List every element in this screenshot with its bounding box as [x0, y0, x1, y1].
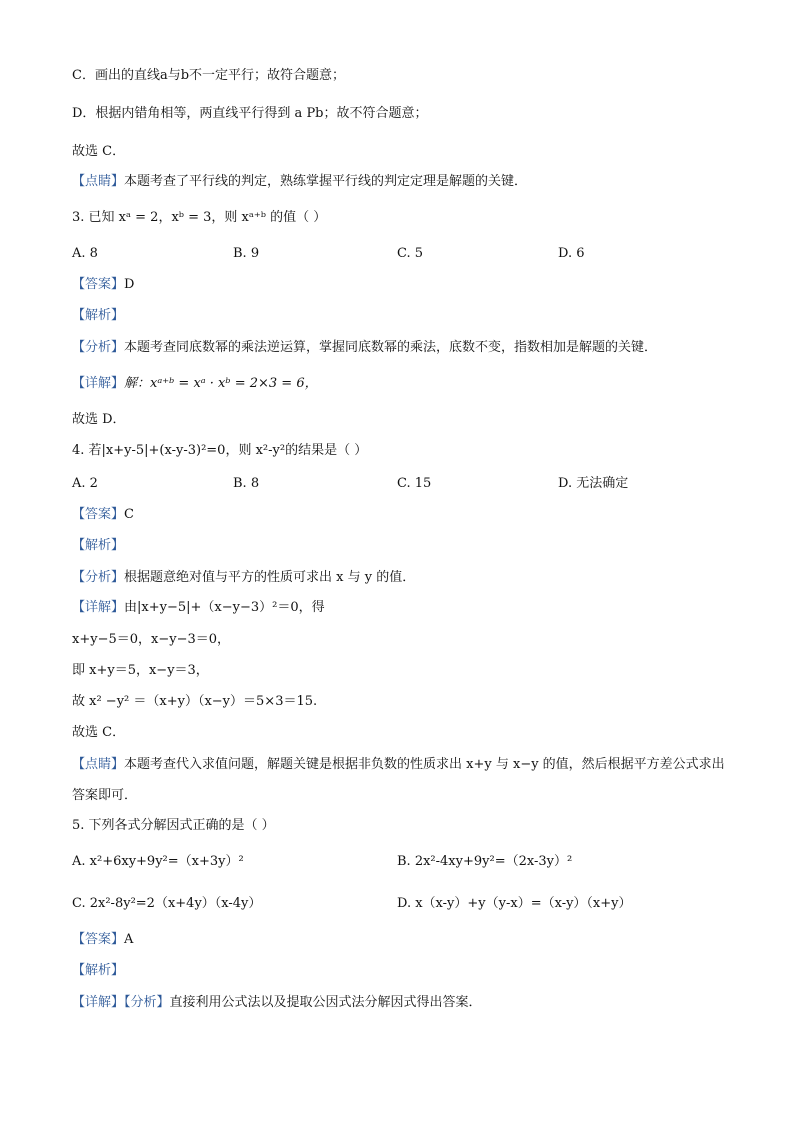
detail-text: 由|x+y−5|+（x−y−3）²＝0，得 — [124, 600, 325, 615]
q5-option-c: C. 2x²-8y²=2（x+4y）（x-4y） — [72, 896, 262, 911]
text-line: 故选 C． — [72, 144, 126, 159]
answer-line — [72, 505, 134, 525]
analysis-text: 根据题意绝对值与平方的性质可求出 x 与 y 的值． — [124, 570, 416, 585]
detail-text: 直接利用公式法以及提取公因式法分解因式得出答案． — [169, 995, 482, 1010]
q4-option-c: C. 15 — [397, 476, 432, 491]
analysis-tag: 【分析】 — [72, 340, 125, 355]
answer-value: D — [124, 277, 135, 292]
comment-tag: 【点睛】 — [72, 757, 125, 772]
detail-tag: 【详解】 — [72, 600, 125, 615]
q5-option-a: A. x²+6xy+9y²=（x+3y）² — [72, 854, 244, 869]
math-line: 即 x+y＝5，x−y＝3， — [72, 663, 209, 678]
text-line: D．根据内错角相等，两直线平行得到 a Pb；故不符合题意； — [72, 106, 428, 121]
answer-tag: 【答案】 — [72, 507, 125, 522]
detail-line — [72, 598, 325, 618]
question-5: 5. 下列各式分解因式正确的是（ ） — [72, 818, 275, 833]
question-4: 4. 若|x+y-5|+(x-y-3)²=0，则 x²-y²的结果是（ ） — [72, 443, 368, 458]
question-3: 3. 已知 xᵃ = 2，xᵇ = 3，则 xᵃ⁺ᵇ 的值（ ） — [72, 210, 327, 225]
text-line: 故选 D． — [72, 412, 126, 427]
analysis-tag: 【分析】 — [72, 570, 125, 585]
detail-tag: 【详解】【分析】 — [72, 995, 170, 1010]
q4-option-b: B. 8 — [233, 476, 260, 491]
answer-tag: 【答案】 — [72, 277, 125, 292]
comment-line — [72, 172, 527, 192]
analysis-text: 本题考查同底数幂的乘法逆运算，掌握同底数幂的乘法，底数不变，指数相加是解题的关键． — [124, 340, 658, 355]
comment-text: 本题考查代入求值问题，解题关键是根据非负数的性质求出 x+y 与 x−y 的值，然后根据平方差公式求出答案即可． — [72, 757, 725, 803]
answer-tag: 【答案】 — [72, 932, 125, 947]
math-line: x+y−5＝0，x−y−3＝0， — [72, 632, 231, 647]
analysis-heading: 【解析】 — [72, 538, 125, 553]
q3-option-b: B. 9 — [233, 246, 260, 261]
q5-option-b: B. 2x²-4xy+9y²=（2x-3y）² — [397, 854, 573, 869]
answer-line — [72, 275, 134, 295]
detail-text: 解：xᵃ⁺ᵇ = xᵃ · xᵇ = 2×3 = 6， — [124, 376, 318, 391]
answer-value: C — [124, 507, 134, 522]
q3-option-a: A. 8 — [72, 246, 98, 261]
q5-option-d: D. x（x-y）+y（y-x）=（x-y）（x+y） — [397, 896, 632, 911]
q3-option-d: D. 6 — [558, 246, 585, 261]
analysis-heading: 【解析】 — [72, 963, 125, 978]
answer-value: A — [124, 932, 134, 947]
analysis-line — [72, 338, 657, 358]
q4-option-a: A. 2 — [72, 476, 98, 491]
text-line: C．画出的直线a与b不一定平行；故符合题意； — [72, 68, 346, 83]
comment-text: 本题考查了平行线的判定，熟练掌握平行线的判定定理是解题的关键． — [124, 174, 528, 189]
comment-line — [72, 749, 727, 811]
analysis-line — [72, 568, 415, 588]
answer-line — [72, 930, 133, 950]
detail-line — [72, 374, 318, 394]
analysis-heading: 【解析】 — [72, 308, 125, 323]
detail-tag: 【详解】 — [72, 376, 125, 391]
comment-tag: 【点睛】 — [72, 174, 125, 189]
detail-line — [72, 993, 482, 1013]
text-line: 故选 C． — [72, 725, 126, 740]
q4-option-d: D. 无法确定 — [558, 476, 629, 491]
math-line: 故 x² −y² ＝（x+y）（x−y）＝5×3＝15. — [72, 694, 318, 709]
q3-option-c: C. 5 — [397, 246, 424, 261]
